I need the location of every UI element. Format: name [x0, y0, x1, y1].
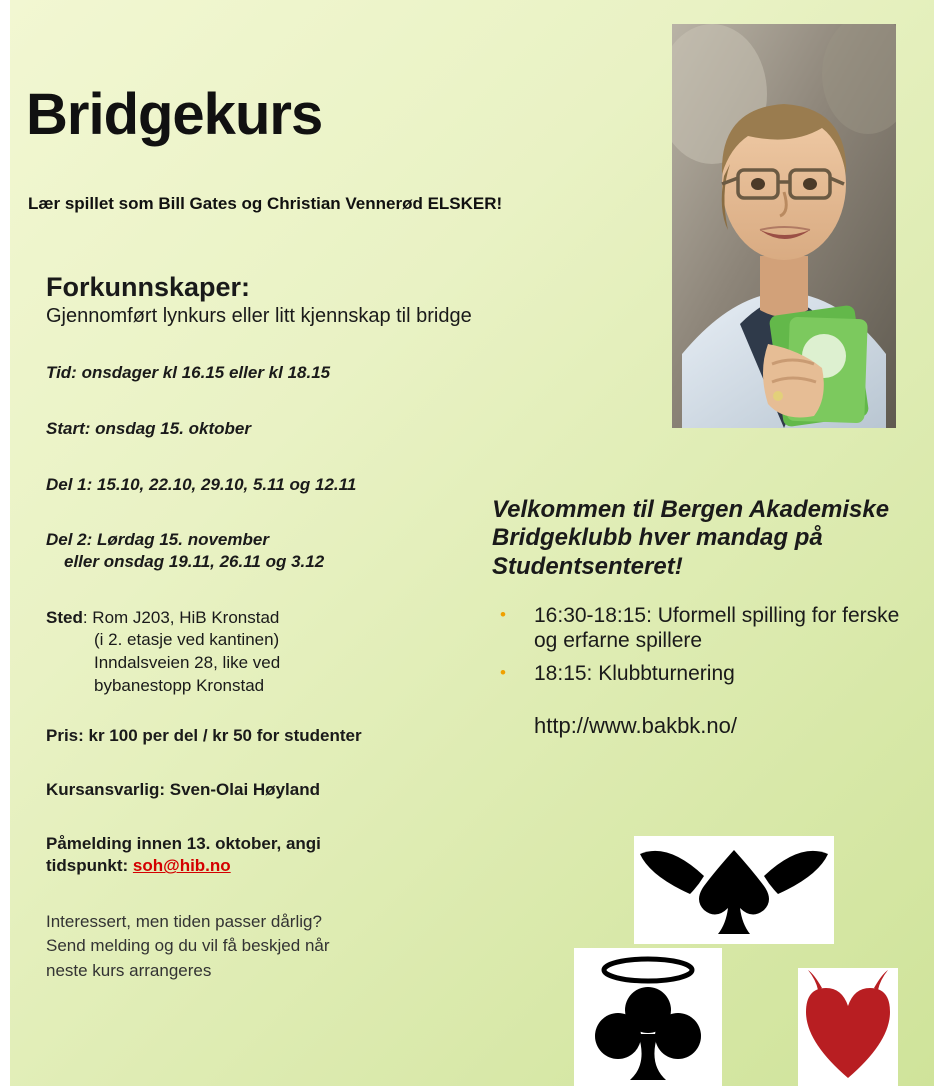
spade-icon	[634, 836, 834, 944]
signup-info	[46, 833, 476, 877]
list-item	[492, 661, 912, 686]
club-website-url[interactable]: http://www.bakbk.no/	[534, 712, 737, 738]
prerequisites-text: Gjennomført lynkurs eller litt kjennskap til bridge	[46, 305, 472, 327]
course-part-2-line2: eller onsdag 19.11, 26.11 og 3.12	[64, 552, 325, 571]
course-part-1: Del 1: 15.10, 22.10, 29.10, 5.11 og 12.11	[46, 474, 357, 494]
course-price: Pris: kr 100 per del / kr 50 for studenter	[46, 726, 362, 746]
outro-line2: Send melding og du vil få beskjed når	[46, 936, 330, 956]
course-start: Start: onsdag 15. oktober	[46, 418, 251, 438]
club-bullet-2: 18:15: Klubbturnering	[534, 662, 735, 686]
bill-gates-photo	[672, 24, 896, 428]
bottom-margin-bar	[0, 1086, 934, 1092]
photo-illustration	[672, 24, 896, 428]
club-logo-block	[574, 948, 722, 1086]
club-bullet-1: 16:30-18:15: Uformell spilling for ferske og erfarne spillere	[534, 603, 900, 653]
signup-line2: tidspunkt:	[46, 856, 133, 876]
club-icon	[574, 948, 722, 1086]
course-time: Tid: onsdager kl 16.15 eller kl 18.15	[46, 363, 331, 382]
course-location	[46, 607, 476, 697]
club-welcome-title: Velkommen til Bergen Akademiske Bridgeklubb hver mandag på Studentsenteret!	[492, 496, 890, 580]
location-line1: : Rom J203, HiB Kronstad	[82, 607, 280, 627]
prerequisites-heading: Forkunnskaper:	[46, 272, 251, 302]
club-info	[492, 496, 912, 739]
signup-email-link[interactable]: soh@hib.no	[132, 856, 231, 876]
bullet-dot-icon: •	[500, 604, 506, 624]
list-item	[492, 603, 912, 653]
signup-line1: Påmelding innen 13. oktober, angi	[46, 834, 321, 854]
location-line3: Inndalsveien 28, like ved	[94, 652, 281, 672]
heart-icon	[798, 968, 898, 1086]
club-schedule-list	[492, 603, 912, 687]
page-subtitle: Lær spillet som Bill Gates og Christian Vennerød ELSKER!	[28, 194, 503, 213]
location-label: Sted	[46, 607, 83, 627]
spade-logo-block	[634, 836, 834, 944]
outro-line3: neste kurs arrangeres	[46, 960, 212, 980]
bullet-dot-icon: •	[500, 663, 506, 683]
course-responsible: Kursansvarlig: Sven-Olai Høyland	[46, 780, 320, 800]
course-part-2	[46, 529, 476, 573]
page-title: Bridgekurs	[26, 82, 323, 147]
outro-line1: Interessert, men tiden passer dårlig?	[46, 911, 322, 931]
course-part-2-line1: Del 2: Lørdag 15. november	[46, 530, 269, 550]
location-line2: (i 2. etasje ved kantinen)	[94, 630, 280, 650]
heart-logo-block	[798, 968, 898, 1086]
left-margin-bar	[0, 0, 10, 1092]
course-details	[46, 272, 476, 983]
location-line4: bybanestopp Kronstad	[94, 675, 265, 695]
outro-text	[46, 910, 476, 984]
